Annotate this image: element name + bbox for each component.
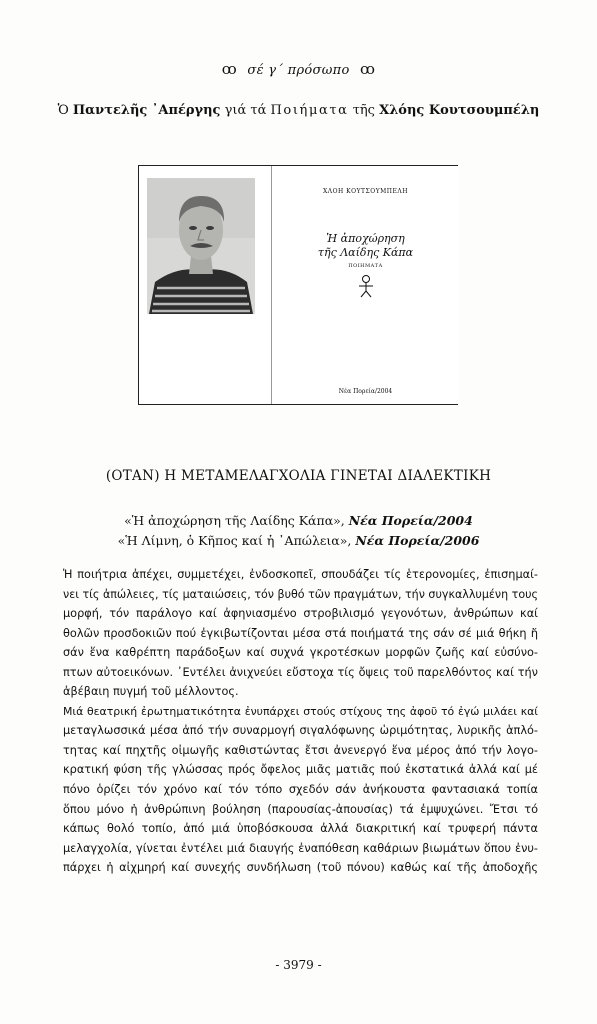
author-photo bbox=[147, 178, 255, 314]
body-line: μορφή, τόν παράλογο καί ἀφηνιασμένο στροβιλισμό γεγονότων, ἀνθρώπων καί bbox=[63, 607, 538, 621]
body-line: μεταγλωσσικά μέσα ἀπό τήν συναρμογή σιγαλόφωνης ὡριμότητας, λυρικῆς ἁπλό- bbox=[63, 724, 538, 738]
body-line: ἀβέβαιη πυγμή τοῦ μέλλοντος. bbox=[63, 685, 239, 699]
body-line: κάπως θολό τοπίο, ἀπό μιά ὑποβόσκουσα ἀλλά διακριτική καί τρυφερή πάντα bbox=[63, 822, 538, 836]
ornament-right-icon: ꝏ bbox=[360, 60, 376, 78]
byline-middle-2: τῆς bbox=[352, 103, 375, 118]
byline-middle-1: γιά τά bbox=[224, 103, 267, 118]
page-header bbox=[0, 60, 597, 78]
reference-publisher: Νέα Πορεία/2004 bbox=[348, 513, 473, 528]
book-cover-title-line1: Ἡ ἀποχώρηση bbox=[326, 232, 405, 245]
article-headline: (ΟΤΑΝ) Η ΜΕΤΑΜΕΛΑΓΧΟΛΙΑ ΓΙΝΕΤΑΙ ΔΙΑΛΕΚΤΙΚΗ bbox=[105, 468, 492, 484]
work-title: Ποιήματα bbox=[270, 103, 349, 118]
body-line: θολῶν προσδοκιῶν πού ἐγκιβωτίζονται μέσα στά ποιήματά της σάν σέ μιά θήκη ἤ bbox=[63, 626, 538, 640]
poet-name: Χλόης Κουτσουμπέλη bbox=[379, 103, 540, 118]
reference-line bbox=[0, 511, 597, 531]
section-title: σέ γ΄ πρόσωπο bbox=[247, 63, 350, 78]
book-references bbox=[0, 511, 597, 551]
body-line: νει τίς ἀπώλειες, τίς ματαιώσεις, τόν βυθό τῶν πραγμάτων, τήν συγκαλλυμένη τους bbox=[63, 587, 539, 601]
body-line: πτων αὐτοεικόνων. ᾿Εντέλει ἀνιχνεύει εὔστοχα τίς ὄψεις τοῦ παρελθόντος καί τήν bbox=[63, 665, 538, 679]
body-line: σάν ἕνα καθρέπτη παράδοξων καί συχνά γκροτέσκων μορφῶν ζωῆς καί εὐσύνο- bbox=[63, 646, 538, 660]
book-cover-subtitle: ΠΟΙΗΜΑΤΑ bbox=[348, 263, 383, 269]
book-cover-author: ΧΛΟΗ ΚΟΥΤΣΟΥΜΠΕΛΗ bbox=[323, 188, 408, 195]
body-line: κρατική φύση τῆς γλώσσας πρός ὄφελος μιᾶς ματιᾶς πού ἐκστατικά ἀλλά καί μέ bbox=[63, 763, 538, 777]
publisher-logo-icon bbox=[358, 274, 374, 302]
body-line: Ἡ ποιήτρια ἀπέχει, συμμετέχει, ἐνδοσκοπεῖ, σπουδάζει τίς ἑτερονομίες, ἐπισημαί- bbox=[63, 568, 538, 581]
ornament-left-icon: ꝏ bbox=[221, 60, 237, 78]
article-body bbox=[63, 565, 538, 878]
body-line: πόνο ὁρίζει τόν χρόνο καί τόν τόπο σχεδόν σάν ἀνήκουστα φαντασιακά τοπία bbox=[63, 783, 538, 797]
book-cover-publisher: Νέα Πορεία/2004 bbox=[338, 388, 393, 395]
article-byline bbox=[0, 103, 597, 118]
body-line: τητας καί πηχτῆς οἰμωγῆς καθιστώντας ἔτσι ἀνενεργό ἕνα μέρος ἀπό τήν λογο- bbox=[63, 743, 538, 757]
reference-publisher: Νέα Πορεία/2006 bbox=[355, 533, 480, 548]
body-line: ὅπου μόνο ἡ ἀνθρώπινη βούληση (παρουσίας-ἀπουσίας) τά ἐμψυχώνει. Ἔτσι τό bbox=[63, 802, 538, 816]
body-line: μελαγχολία, γίνεται ἐντέλει μιά διαυγής ἐναπόθεση καθάριων βιωμάτων ὅπου ἐνυ- bbox=[63, 841, 538, 855]
reference-line bbox=[0, 531, 597, 551]
reference-title: «Ἡ Λίμνη, ὁ Κῆπος καί ἡ ᾿Απώλεια», bbox=[117, 533, 352, 548]
reference-title: «Ἡ ἀποχώρηση τῆς Λαίδης Κάπα», bbox=[124, 513, 345, 528]
body-line: πάρχει ἡ αἰχμηρή καί συνεχής συνδήλωση (τοῦ πόνου) καθώς καί τῆς ἀποδοχῆς bbox=[63, 861, 538, 875]
illustration-figure bbox=[138, 165, 458, 405]
byline-prefix: Ὁ bbox=[57, 103, 69, 118]
page-number: - 3979 - bbox=[275, 958, 322, 972]
book-cover-title-line2: τῆς Λαίδης Κάπα bbox=[317, 246, 414, 259]
body-line: Μιά θεατρική ἐρωτηματικότητα ἐνυπάρχει στούς στίχους της ἀφοῦ τό ἐγώ μιλάει καί bbox=[63, 704, 538, 718]
reviewer-name: Παντελῆς ᾿Απέργης bbox=[72, 103, 221, 118]
book-cover bbox=[271, 166, 459, 404]
